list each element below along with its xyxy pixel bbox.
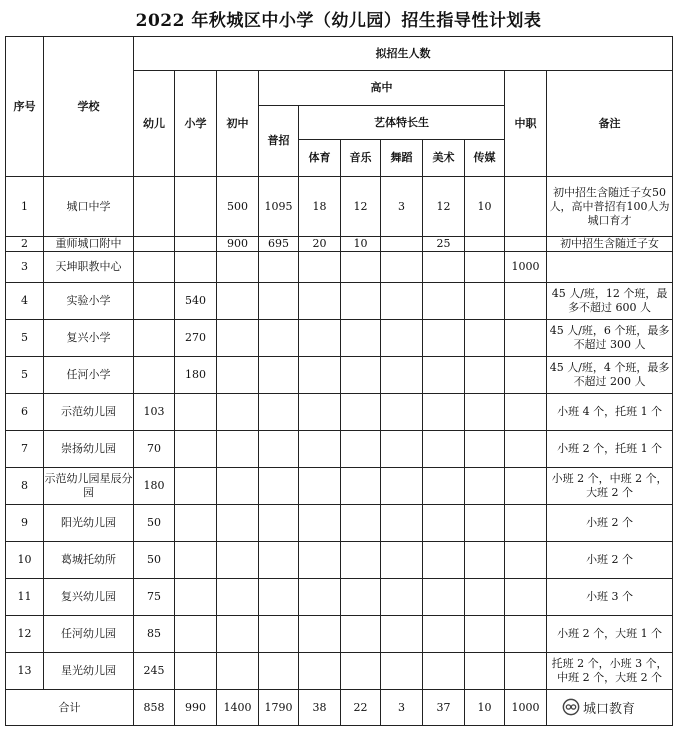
kindergarten-cell: 75 <box>134 579 175 616</box>
kindergarten-cell <box>134 252 175 283</box>
remarks-cell <box>547 252 673 283</box>
pe-cell <box>299 394 341 431</box>
dance-cell <box>381 237 423 252</box>
school-cell: 星光幼儿园 <box>44 653 134 690</box>
remarks-cell: 45 人/班，12 个班，最多不超过 600 人 <box>547 283 673 320</box>
fine-arts-cell <box>423 431 465 468</box>
school-cell: 复兴小学 <box>44 320 134 357</box>
dance-cell <box>381 542 423 579</box>
seq-cell: 13 <box>6 653 44 690</box>
primary-cell <box>175 252 217 283</box>
kindergarten-cell <box>134 177 175 237</box>
general-cell <box>259 320 299 357</box>
school-cell: 复兴幼儿园 <box>44 579 134 616</box>
dance-cell <box>381 357 423 394</box>
fine-arts-cell <box>423 505 465 542</box>
fine-arts-cell <box>423 542 465 579</box>
media-cell <box>465 616 505 653</box>
kindergarten-cell <box>134 320 175 357</box>
kindergarten-cell: 180 <box>134 468 175 505</box>
total-junior-cell: 1400 <box>217 690 259 726</box>
dance-cell <box>381 468 423 505</box>
junior-cell: 900 <box>217 237 259 252</box>
fine-arts-cell <box>423 283 465 320</box>
table-row <box>6 468 673 505</box>
junior-cell <box>217 542 259 579</box>
dance-cell: 3 <box>381 177 423 237</box>
fine-arts-cell: 12 <box>423 177 465 237</box>
header-school: 学校 <box>44 37 134 177</box>
table-row <box>6 394 673 431</box>
header-kindergarten: 幼儿 <box>134 71 175 177</box>
dance-cell <box>381 431 423 468</box>
primary-cell <box>175 177 217 237</box>
seq-cell: 2 <box>6 237 44 252</box>
seq-cell: 12 <box>6 616 44 653</box>
total-label: 合计 <box>6 690 134 726</box>
junior-cell <box>217 505 259 542</box>
general-cell <box>259 394 299 431</box>
table-row <box>6 357 673 394</box>
pe-cell <box>299 357 341 394</box>
total-primary-cell: 990 <box>175 690 217 726</box>
dance-cell <box>381 394 423 431</box>
kindergarten-cell: 50 <box>134 505 175 542</box>
vocational-cell <box>505 505 547 542</box>
primary-cell <box>175 616 217 653</box>
media-cell <box>465 653 505 690</box>
general-cell <box>259 653 299 690</box>
seq-cell: 7 <box>6 431 44 468</box>
junior-cell <box>217 252 259 283</box>
media-cell <box>465 283 505 320</box>
music-cell <box>341 357 381 394</box>
media-cell <box>465 252 505 283</box>
header-row-1 <box>6 37 673 71</box>
table-row <box>6 320 673 357</box>
fine-arts-cell <box>423 653 465 690</box>
dance-cell <box>381 252 423 283</box>
kindergarten-cell <box>134 357 175 394</box>
media-cell <box>465 542 505 579</box>
header-arts-group: 艺体特长生 <box>299 106 505 140</box>
junior-cell <box>217 431 259 468</box>
school-cell: 任河小学 <box>44 357 134 394</box>
dance-cell <box>381 320 423 357</box>
kindergarten-cell <box>134 283 175 320</box>
primary-cell: 540 <box>175 283 217 320</box>
remarks-cell: 小班 2 个 <box>547 542 673 579</box>
general-cell <box>259 616 299 653</box>
table-row <box>6 431 673 468</box>
header-remarks: 备注 <box>547 71 673 177</box>
table-row <box>6 252 673 283</box>
total-fine-arts-cell: 37 <box>423 690 465 726</box>
primary-cell <box>175 431 217 468</box>
enrollment-plan-table <box>5 36 673 726</box>
header-general: 普招 <box>259 106 299 177</box>
vocational-cell <box>505 579 547 616</box>
fine-arts-cell <box>423 394 465 431</box>
primary-cell: 270 <box>175 320 217 357</box>
page-title: 2022 年秋城区中小学（幼儿园）招生指导性计划表 <box>135 11 542 31</box>
primary-cell <box>175 394 217 431</box>
seq-cell: 4 <box>6 283 44 320</box>
school-cell: 任河幼儿园 <box>44 616 134 653</box>
pe-cell: 20 <box>299 237 341 252</box>
pe-cell <box>299 616 341 653</box>
media-cell <box>465 431 505 468</box>
watermark <box>562 697 635 717</box>
total-music-cell: 22 <box>341 690 381 726</box>
watermark-text: 城口教育 <box>583 701 636 717</box>
music-cell <box>341 616 381 653</box>
pe-cell <box>299 579 341 616</box>
remarks-cell: 小班 4 个，托班 1 个 <box>547 394 673 431</box>
total-media-cell: 10 <box>465 690 505 726</box>
school-cell: 实验小学 <box>44 283 134 320</box>
dance-cell <box>381 505 423 542</box>
media-cell <box>465 357 505 394</box>
total-dance-cell: 3 <box>381 690 423 726</box>
fine-arts-cell: 25 <box>423 237 465 252</box>
kindergarten-cell <box>134 237 175 252</box>
general-cell <box>259 357 299 394</box>
primary-cell <box>175 579 217 616</box>
fine-arts-cell <box>423 468 465 505</box>
table-row <box>6 542 673 579</box>
pe-cell <box>299 468 341 505</box>
seq-cell: 6 <box>6 394 44 431</box>
seq-cell: 9 <box>6 505 44 542</box>
vocational-cell <box>505 468 547 505</box>
vocational-cell <box>505 394 547 431</box>
kindergarten-cell: 103 <box>134 394 175 431</box>
header-junior: 初中 <box>217 71 259 177</box>
music-cell <box>341 320 381 357</box>
pe-cell <box>299 542 341 579</box>
kindergarten-cell: 70 <box>134 431 175 468</box>
junior-cell <box>217 283 259 320</box>
total-general-cell: 1790 <box>259 690 299 726</box>
seq-cell: 5 <box>6 320 44 357</box>
junior-cell <box>217 394 259 431</box>
remarks-cell: 初中招生含随迁子女50人，高中普招有100人为城口育才 <box>547 177 673 237</box>
header-dance: 舞蹈 <box>381 140 423 177</box>
junior-cell: 500 <box>217 177 259 237</box>
remarks-cell: 小班 2 个 <box>547 505 673 542</box>
general-cell <box>259 468 299 505</box>
school-cell: 崇扬幼儿园 <box>44 431 134 468</box>
dance-cell <box>381 283 423 320</box>
seq-cell: 11 <box>6 579 44 616</box>
general-cell <box>259 579 299 616</box>
fine-arts-cell <box>423 616 465 653</box>
header-senior-group: 高中 <box>259 71 505 106</box>
school-cell: 重师城口附中 <box>44 237 134 252</box>
kindergarten-cell: 85 <box>134 616 175 653</box>
media-cell <box>465 468 505 505</box>
primary-cell <box>175 505 217 542</box>
school-cell: 示范幼儿园 <box>44 394 134 431</box>
primary-cell <box>175 542 217 579</box>
remarks-cell: 小班 3 个 <box>547 579 673 616</box>
header-seq: 序号 <box>6 37 44 177</box>
table-row <box>6 237 673 252</box>
music-cell: 12 <box>341 177 381 237</box>
music-cell: 10 <box>341 237 381 252</box>
table-row <box>6 283 673 320</box>
header-plan-group: 拟招生人数 <box>134 37 673 71</box>
music-cell <box>341 468 381 505</box>
vocational-cell <box>505 177 547 237</box>
vocational-cell <box>505 283 547 320</box>
dance-cell <box>381 653 423 690</box>
seq-cell: 1 <box>6 177 44 237</box>
media-cell <box>465 237 505 252</box>
header-primary: 小学 <box>175 71 217 177</box>
music-cell <box>341 283 381 320</box>
junior-cell <box>217 579 259 616</box>
table-row <box>6 616 673 653</box>
junior-cell <box>217 616 259 653</box>
junior-cell <box>217 357 259 394</box>
junior-cell <box>217 320 259 357</box>
media-cell <box>465 505 505 542</box>
vocational-cell <box>505 653 547 690</box>
wechat-official-account-icon <box>562 698 580 716</box>
school-cell: 示范幼儿园星辰分园 <box>44 468 134 505</box>
junior-cell <box>217 468 259 505</box>
fine-arts-cell <box>423 357 465 394</box>
media-cell: 10 <box>465 177 505 237</box>
fine-arts-cell <box>423 320 465 357</box>
music-cell <box>341 653 381 690</box>
media-cell <box>465 579 505 616</box>
total-pe-cell: 38 <box>299 690 341 726</box>
header-media: 传媒 <box>465 140 505 177</box>
fine-arts-cell <box>423 252 465 283</box>
total-vocational-cell: 1000 <box>505 690 547 726</box>
dance-cell <box>381 579 423 616</box>
kindergarten-cell: 245 <box>134 653 175 690</box>
table-row <box>6 177 673 237</box>
kindergarten-cell: 50 <box>134 542 175 579</box>
remarks-cell: 小班 2 个，中班 2 个，大班 2 个 <box>547 468 673 505</box>
music-cell <box>341 394 381 431</box>
header-pe: 体育 <box>299 140 341 177</box>
school-cell: 阳光幼儿园 <box>44 505 134 542</box>
general-cell <box>259 252 299 283</box>
music-cell <box>341 542 381 579</box>
media-cell <box>465 394 505 431</box>
pe-cell <box>299 653 341 690</box>
table-row <box>6 653 673 690</box>
header-music: 音乐 <box>341 140 381 177</box>
media-cell <box>465 320 505 357</box>
general-cell <box>259 505 299 542</box>
music-cell <box>341 579 381 616</box>
remarks-cell: 45 人/班，6 个班，最多不超过 300 人 <box>547 320 673 357</box>
remarks-cell: 托班 2 个，小班 3 个，中班 2 个，大班 2 个 <box>547 653 673 690</box>
seq-cell: 10 <box>6 542 44 579</box>
vocational-cell <box>505 542 547 579</box>
vocational-cell <box>505 431 547 468</box>
table-row <box>6 579 673 616</box>
music-cell <box>341 505 381 542</box>
header-vocational: 中职 <box>505 71 547 177</box>
junior-cell <box>217 653 259 690</box>
seq-cell: 5 <box>6 357 44 394</box>
remarks-cell: 小班 2 个，托班 1 个 <box>547 431 673 468</box>
vocational-cell <box>505 616 547 653</box>
general-cell: 695 <box>259 237 299 252</box>
header-fine-arts: 美术 <box>423 140 465 177</box>
vocational-cell <box>505 357 547 394</box>
remarks-cell: 初中招生含随迁子女 <box>547 237 673 252</box>
pe-cell <box>299 252 341 283</box>
pe-cell <box>299 283 341 320</box>
total-kindergarten-cell: 858 <box>134 690 175 726</box>
vocational-cell: 1000 <box>505 252 547 283</box>
school-cell: 天坤职教中心 <box>44 252 134 283</box>
remarks-cell: 45 人/班，4 个班，最多不超过 200 人 <box>547 357 673 394</box>
fine-arts-cell <box>423 579 465 616</box>
table-row <box>6 505 673 542</box>
pe-cell: 18 <box>299 177 341 237</box>
school-cell: 城口中学 <box>44 177 134 237</box>
primary-cell <box>175 237 217 252</box>
remarks-cell: 小班 2 个，大班 1 个 <box>547 616 673 653</box>
primary-cell <box>175 653 217 690</box>
primary-cell: 180 <box>175 357 217 394</box>
school-cell: 葛城托幼所 <box>44 542 134 579</box>
general-cell <box>259 542 299 579</box>
vocational-cell <box>505 320 547 357</box>
vocational-cell <box>505 237 547 252</box>
seq-cell: 8 <box>6 468 44 505</box>
general-cell: 1095 <box>259 177 299 237</box>
seq-cell: 3 <box>6 252 44 283</box>
general-cell <box>259 283 299 320</box>
pe-cell <box>299 431 341 468</box>
dance-cell <box>381 616 423 653</box>
pe-cell <box>299 505 341 542</box>
primary-cell <box>175 468 217 505</box>
music-cell <box>341 252 381 283</box>
general-cell <box>259 431 299 468</box>
music-cell <box>341 431 381 468</box>
pe-cell <box>299 320 341 357</box>
